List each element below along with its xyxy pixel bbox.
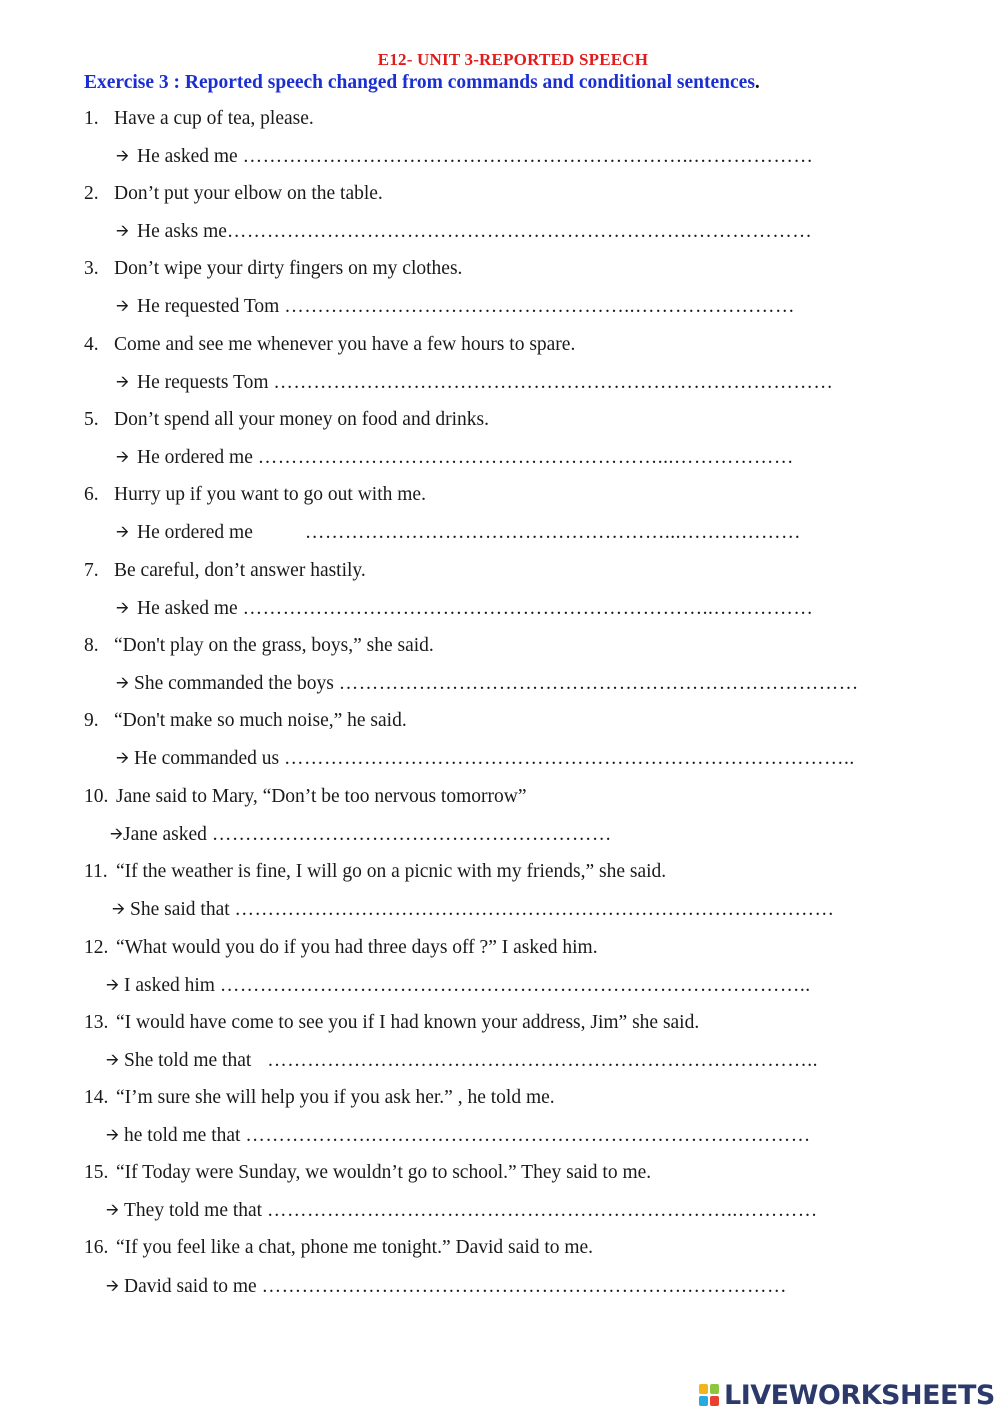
exercise-heading-text: Exercise 3 : Reported speech changed from commands and conditional sentences (84, 72, 755, 93)
answer-line-14[interactable] (106, 1125, 906, 1152)
arrow-right-icon: 🡪 (116, 221, 129, 240)
answer-blank[interactable]: ………………………………………………………………………….. (284, 748, 855, 769)
question-number: 10. (84, 786, 109, 807)
question-6 (84, 484, 426, 506)
question-text: “If Today were Sunday, we wouldn’t go to school.” They said to me. (116, 1162, 652, 1183)
question-number: 11. (84, 861, 108, 882)
question-number: 9. (84, 710, 99, 731)
question-text: “Don't make so much noise,” he said. (114, 710, 407, 731)
question-13 (84, 1012, 699, 1034)
question-number: 4. (84, 334, 99, 355)
question-text: Don’t spend all your money on food and drinks. (114, 409, 489, 430)
answer-blank[interactable]: …………………………………………………… (211, 824, 612, 845)
answer-line-15[interactable] (106, 1200, 906, 1227)
question-text: “I would have come to see you if I had known your address, Jim” she said. (116, 1012, 700, 1033)
answer-line-7[interactable] (116, 598, 916, 625)
arrow-right-icon: 🡪 (116, 372, 129, 391)
question-number: 16. (84, 1237, 109, 1258)
answer-blank[interactable]: ……………………………………………..…………………… (284, 296, 795, 317)
question-text: Be careful, don’t answer hastily. (114, 560, 366, 581)
question-2 (84, 183, 383, 205)
question-number: 5. (84, 409, 99, 430)
worksheet-title: E12- UNIT 3-REPORTED SPEECH (377, 50, 649, 69)
arrow-right-icon: 🡪 (106, 1125, 119, 1144)
answer-prompt: He requested Tom (137, 296, 280, 317)
arrow-right-icon: 🡪 (106, 975, 119, 994)
answer-prompt: She told me that (124, 1050, 252, 1071)
answer-prompt: I asked him (124, 975, 215, 996)
question-text: “What would you do if you had three days off ?” I asked him. (116, 937, 598, 958)
question-3 (84, 258, 462, 280)
exercise-heading-period: . (754, 72, 760, 93)
answer-line-13[interactable] (106, 1050, 906, 1077)
arrow-right-icon: 🡪 (116, 522, 129, 541)
question-number: 12. (84, 937, 109, 958)
question-number: 1. (84, 108, 99, 129)
question-15 (84, 1162, 651, 1184)
answer-blank[interactable]: ………………………………………………………………………… (273, 372, 834, 393)
logo-text: LIVEWORKSHEETS (724, 1379, 995, 1411)
question-number: 7. (84, 560, 99, 581)
arrow-right-icon: 🡪 (106, 1276, 119, 1295)
answer-blank[interactable]: …………………………………………………………..……………… (242, 146, 814, 167)
answer-prompt: He asks me (137, 221, 227, 242)
answer-line-11[interactable] (112, 899, 912, 926)
answer-line-2[interactable] (116, 221, 916, 248)
question-11 (84, 861, 666, 883)
question-number: 13. (84, 1012, 109, 1033)
question-text: “Don't play on the grass, boys,” she said. (114, 635, 434, 656)
answer-line-5[interactable] (116, 447, 916, 474)
answer-blank[interactable]: …………………………………………………………….……………… (226, 221, 813, 242)
answer-blank[interactable]: …………………………………………………………………… (338, 673, 859, 694)
exercise-heading (84, 72, 760, 94)
question-8 (84, 635, 434, 657)
question-1 (84, 108, 314, 130)
answer-line-16[interactable] (106, 1276, 906, 1303)
answer-prompt: he told me that (124, 1125, 241, 1146)
question-text: Hurry up if you want to go out with me. (114, 484, 426, 505)
logo-square-green (710, 1384, 719, 1394)
answer-blank[interactable]: ……………………………………………………...……………… (257, 447, 794, 468)
answer-prompt: He ordered me (137, 522, 253, 543)
question-text: Jane said to Mary, “Don’t be too nervous tomorrow” (116, 786, 527, 807)
question-9 (84, 710, 407, 732)
answer-prompt: He ordered me (137, 447, 253, 468)
question-number: 3. (84, 258, 99, 279)
answer-prompt: He asked me (137, 598, 238, 619)
question-number: 14. (84, 1087, 109, 1108)
question-text: “If the weather is fine, I will go on a picnic with my friends,” she said. (116, 861, 667, 882)
question-5 (84, 409, 489, 431)
answer-line-9[interactable] (116, 748, 916, 775)
arrow-right-icon: 🡪 (116, 146, 129, 165)
answer-line-4[interactable] (116, 372, 916, 399)
question-text: “I’m sure she will help you if you ask her.” , he told me. (116, 1087, 555, 1108)
question-7 (84, 560, 366, 582)
question-16 (84, 1237, 593, 1259)
question-text: Have a cup of tea, please. (114, 108, 314, 129)
logo-square-red (710, 1396, 719, 1406)
answer-blank[interactable]: ……………………………………………………….…………… (261, 1276, 787, 1297)
arrow-right-icon: 🡪 (110, 824, 123, 843)
answer-blank[interactable]: …………………………………………………………………………….. (219, 975, 811, 996)
question-text: “If you feel like a chat, phone me tonight.” David said to me. (116, 1237, 594, 1258)
question-number: 15. (84, 1162, 109, 1183)
arrow-right-icon: 🡪 (112, 899, 125, 918)
logo-square-yellow (699, 1384, 708, 1394)
answer-line-3[interactable] (116, 296, 916, 323)
answer-blank[interactable]: ……………………………………………………………..………… (266, 1200, 818, 1221)
arrow-right-icon: 🡪 (116, 673, 129, 692)
arrow-right-icon: 🡪 (116, 296, 129, 315)
arrow-right-icon: 🡪 (116, 748, 129, 767)
liveworksheets-mark-icon (698, 1383, 720, 1407)
question-text: Don’t put your elbow on the table. (114, 183, 383, 204)
answer-line-6[interactable] (116, 522, 916, 549)
arrow-right-icon: 🡪 (116, 598, 129, 617)
answer-blank[interactable]: ……………………………………………………………..…………… (242, 598, 814, 619)
question-4 (84, 334, 575, 356)
question-10 (84, 786, 527, 808)
question-12 (84, 937, 598, 959)
answer-prompt: She said that (130, 899, 230, 920)
answer-blank[interactable]: ………………………………………………...……………… (304, 522, 801, 543)
answer-blank[interactable]: ……………….………………………………………………………… (245, 1125, 811, 1146)
answer-prompt: He requests Tom (137, 372, 269, 393)
liveworksheets-logo[interactable] (698, 1378, 995, 1412)
answer-line-8[interactable] (116, 673, 916, 700)
answer-prompt: Jane asked (123, 824, 207, 845)
question-number: 6. (84, 484, 99, 505)
answer-prompt: He commanded us (134, 748, 280, 769)
answer-prompt: David said to me (124, 1276, 257, 1297)
answer-line-1[interactable] (116, 146, 916, 173)
arrow-right-icon: 🡪 (116, 447, 129, 466)
answer-line-10[interactable] (110, 824, 910, 851)
answer-prompt: He asked me (137, 146, 238, 167)
question-text: Don’t wipe your dirty fingers on my clothes. (114, 258, 463, 279)
logo-square-blue (699, 1396, 708, 1406)
question-14 (84, 1087, 555, 1109)
answer-line-12[interactable] (106, 975, 906, 1002)
question-text: Come and see me whenever you have a few hours to spare. (114, 334, 576, 355)
answer-blank[interactable]: ……………………………………………………………………….. (267, 1050, 819, 1071)
answer-blank[interactable]: ……………………………………………………………………………… (234, 899, 835, 920)
arrow-right-icon: 🡪 (106, 1200, 119, 1219)
question-number: 2. (84, 183, 99, 204)
answer-prompt: They told me that (124, 1200, 263, 1221)
answer-prompt: She commanded the boys (134, 673, 334, 694)
arrow-right-icon: 🡪 (106, 1050, 119, 1069)
question-number: 8. (84, 635, 99, 656)
